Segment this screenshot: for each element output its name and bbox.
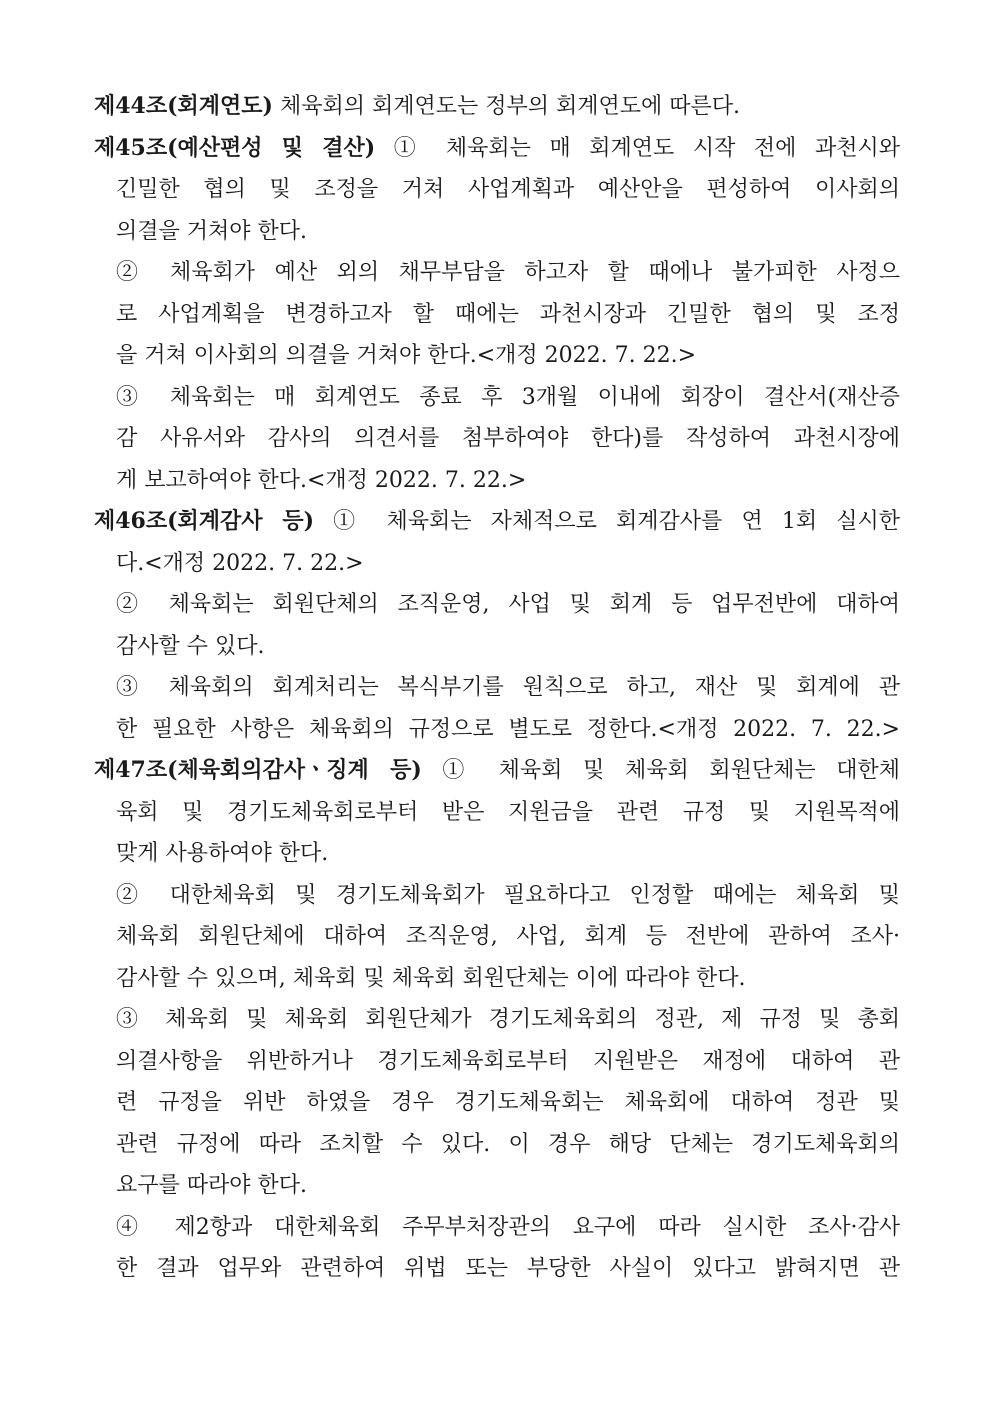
article-46-heading: 제46조(회계감사 등) <box>94 508 315 534</box>
article-47-line: 한 결과 업무와 관련하여 위법 또는 부당한 사실이 있다고 밝혀지면 관 <box>116 1256 900 1281</box>
article-45-line: ② 체육회가 예산 외의 채무부담을 하고자 할 때에나 불가피한 사정으 <box>116 260 900 285</box>
article-47-line: 요구를 따라야 한다. <box>116 1173 307 1198</box>
article-46-line-1 <box>94 501 900 543</box>
article-47-line: 감사할 수 있으며, 체육회 및 체육회 회원단체는 이에 따라야 한다. <box>116 965 746 991</box>
article-45-first-line: ① 체육회는 매 회계연도 시작 전에 과천시와 <box>375 135 900 161</box>
article-45-line: 을 거쳐 이사회의 의결을 거쳐야 한다.<개정 2022. 7. 22.> <box>116 343 697 368</box>
document-page <box>94 86 900 1290</box>
article-47-line: 육회 및 경기도체육회로부터 받은 지원금을 관련 규정 및 지원목적에 <box>116 799 900 825</box>
article-44-text: 체육회의 회계연도는 정부의 회계연도에 따른다. <box>272 94 740 119</box>
article-46-line: ② 체육회는 회원단체의 조직운영, 사업 및 회계 등 업무전반에 대하여 <box>116 592 900 617</box>
article-45-heading: 제45조(예산편성 및 결산) <box>94 134 376 161</box>
article-46-line: 다.<개정 2022. 7. 22.> <box>116 550 364 576</box>
article-47-line: 련 규정을 위반 하였을 경우 경기도체육회는 체육회에 대하여 정관 및 <box>116 1090 900 1115</box>
article-45-line: 의결을 거쳐야 한다. <box>116 218 307 244</box>
article-47-line: ③ 체육회 및 체육회 회원단체가 경기도체육회의 정관, 제 규정 및 총회 <box>116 1007 900 1032</box>
article-47-line: 관련 규정에 따라 조치할 수 있다. 이 경우 해당 단체는 경기도체육회의 <box>116 1131 900 1157</box>
article-47-heading: 제47조(체육회의감사ㆍ징계 등) <box>94 757 422 783</box>
article-46-line: ③ 체육회의 회계처리는 복식부기를 원칙으로 하고, 재산 및 회계에 관 <box>116 675 900 700</box>
article-44-heading: 제44조(회계연도) <box>94 93 273 119</box>
article-45-line-1 <box>94 128 900 170</box>
article-47-line: 의결사항을 위반하거나 경기도체육회로부터 지원받은 재정에 대하여 관 <box>116 1048 900 1074</box>
article-45-line: 감 사유서와 감사의 의견서를 첨부하여야 한다)를 작성하여 과천시장에 <box>116 426 900 451</box>
article-47-line: ② 대한체육회 및 경기도체육회가 필요하다고 인정할 때에는 체육회 및 <box>116 882 900 908</box>
article-44-line-1 <box>94 86 900 128</box>
article-47-line: 맞게 사용하여야 한다. <box>116 841 329 866</box>
article-46-first-line: ① 체육회는 자체적으로 회계감사를 연 1회 실시한 <box>314 509 900 534</box>
article-46-line: 감사할 수 있다. <box>116 633 265 659</box>
article-47-first-line: ① 체육회 및 체육회 회원단체는 대한체 <box>421 758 900 783</box>
article-45-line: 긴밀한 협의 및 조정을 거쳐 사업계획과 예산안을 편성하여 이사회의 <box>116 177 900 202</box>
article-45-line: ③ 체육회는 매 회계연도 종료 후 3개월 이내에 회장이 결산서(재산증 <box>116 384 900 410</box>
article-45-line: 로 사업계획을 변경하고자 할 때에는 과천시장과 긴밀한 협의 및 조정 <box>116 301 900 327</box>
article-46-line: 한 필요한 사항은 체육회의 규정으로 별도로 정한다.<개정 2022. 7. 22.> <box>116 716 900 742</box>
article-47-line-1 <box>94 750 900 792</box>
article-47-line: 체육회 회원단체에 대하여 조직운영, 사업, 회계 등 전반에 관하여 조사· <box>116 924 900 949</box>
article-47-line: ④ 제2항과 대한체육회 주무부처장관의 요구에 따라 실시한 조사·감사 <box>116 1214 900 1240</box>
article-45-line: 게 보고하여야 한다.<개정 2022. 7. 22.> <box>116 467 527 493</box>
